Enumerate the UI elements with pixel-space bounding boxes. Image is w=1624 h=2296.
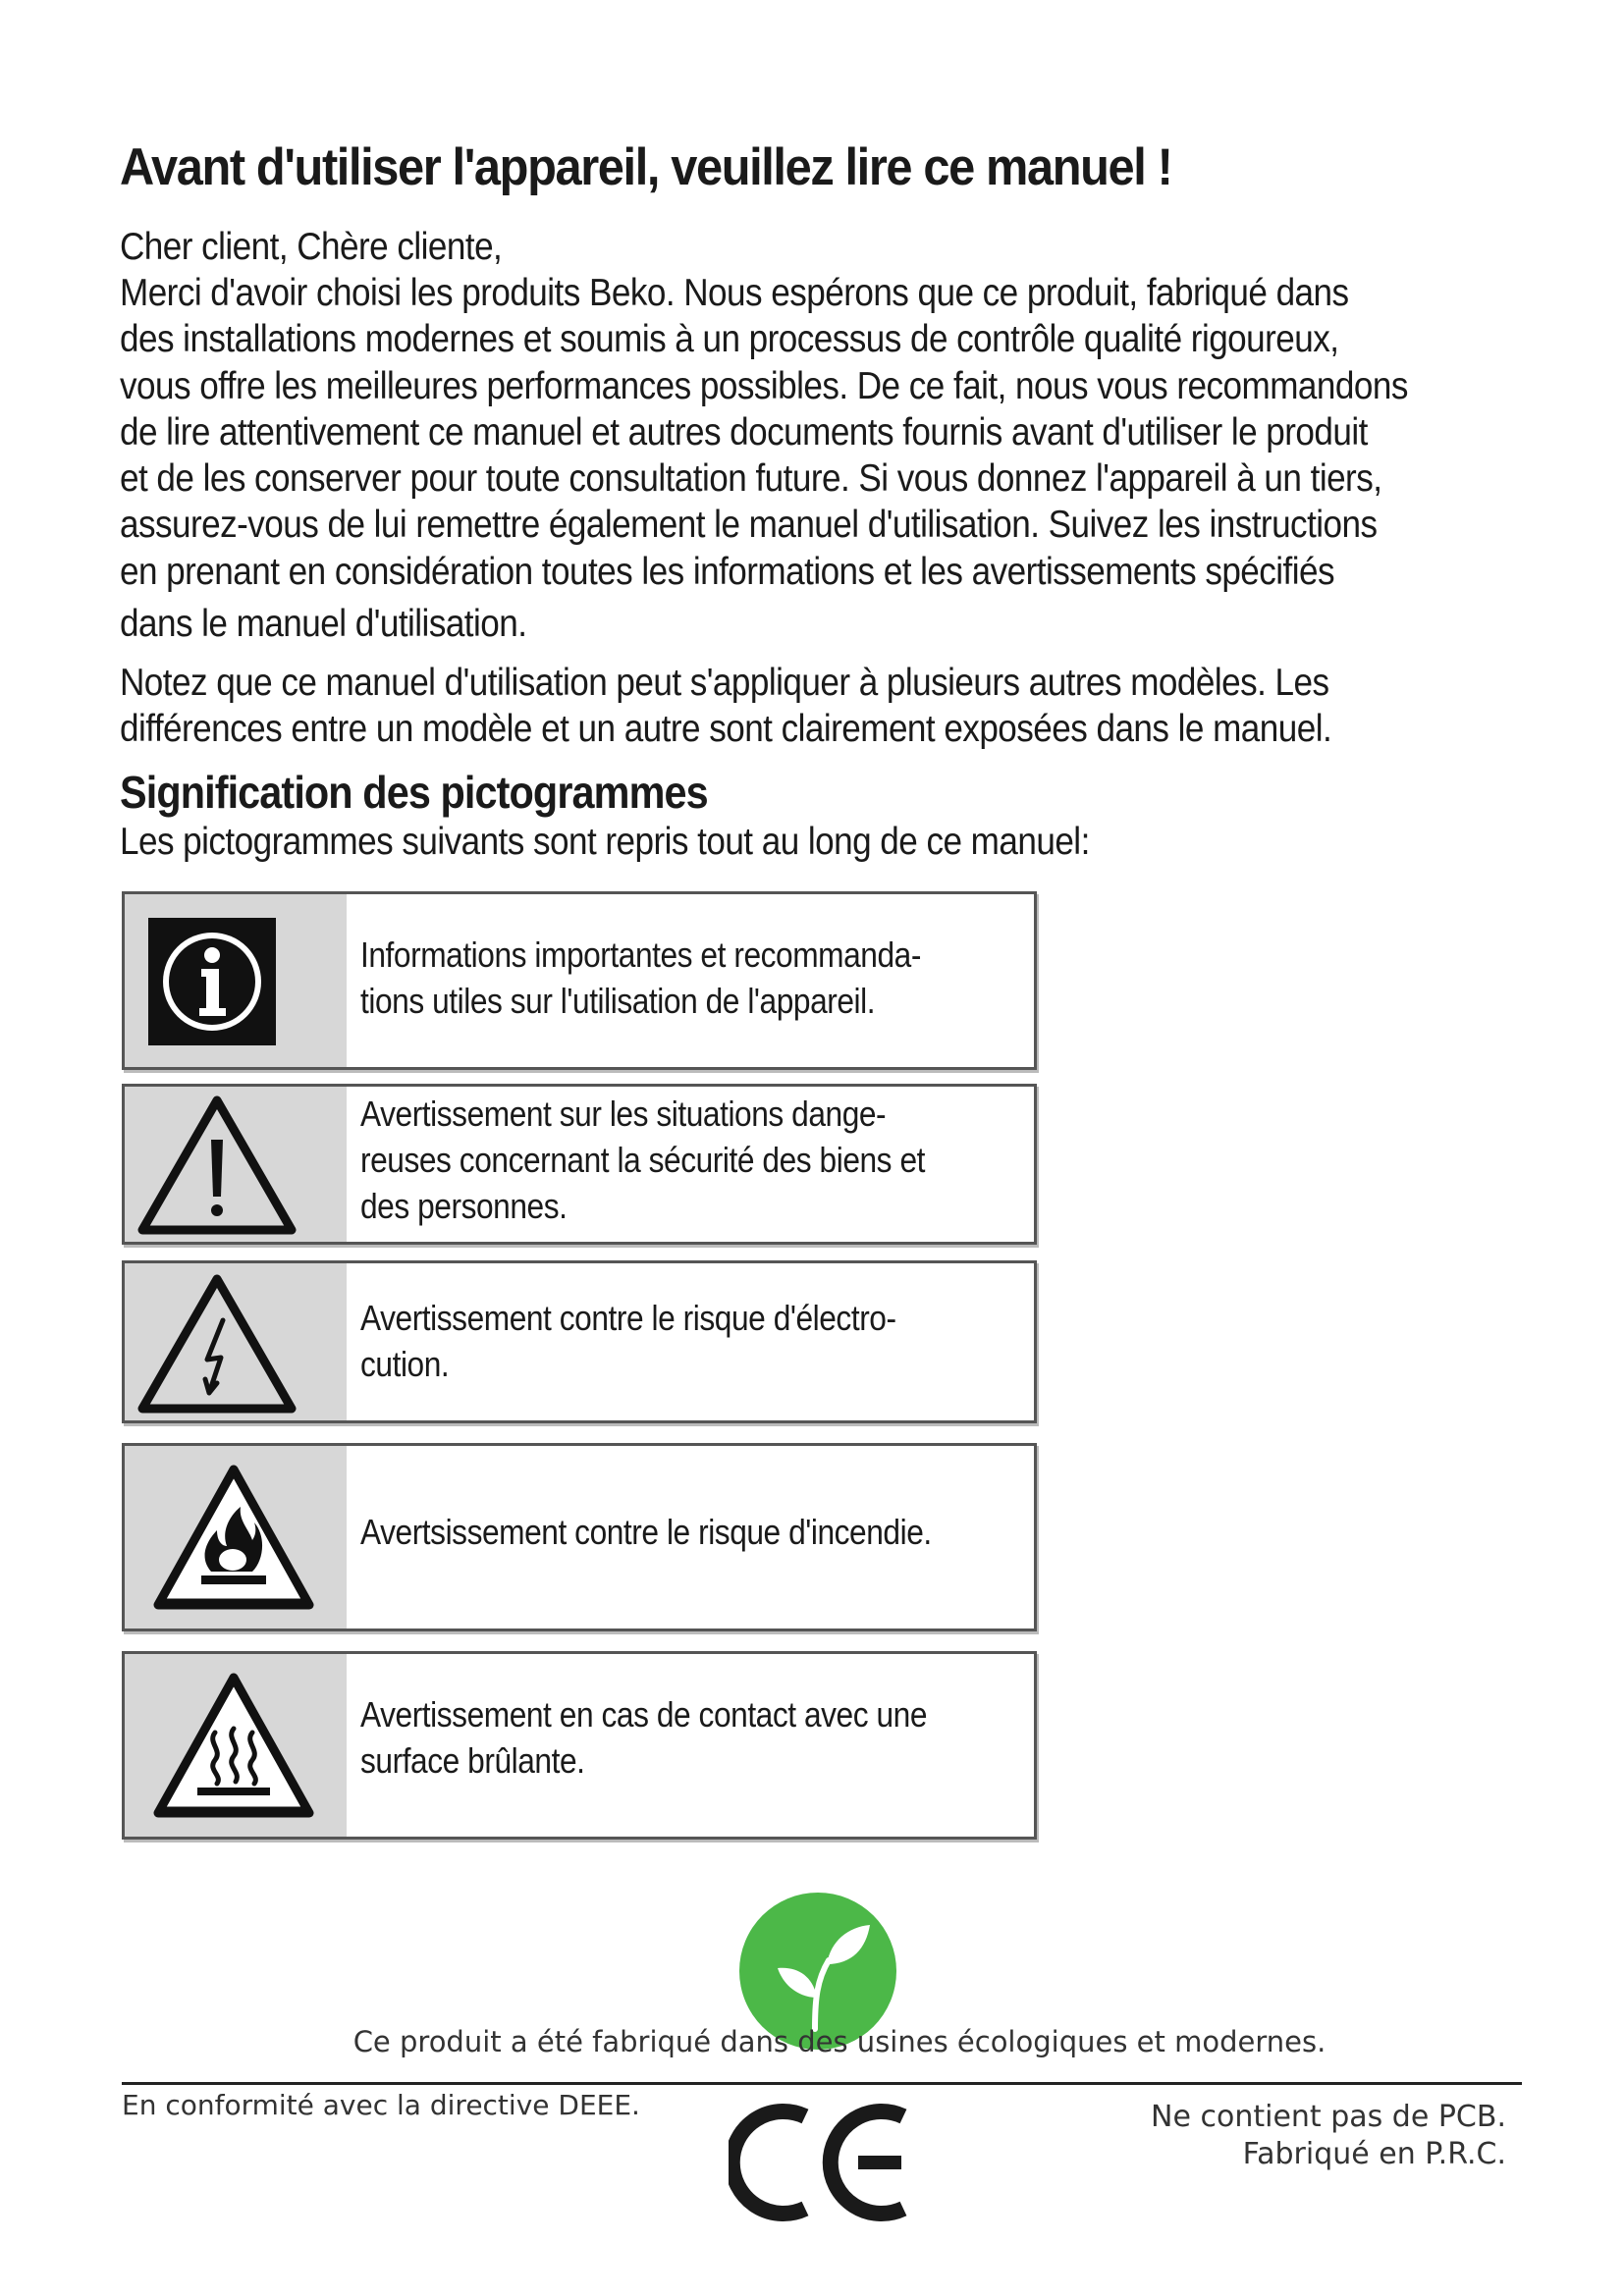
icon-panel [125,1263,347,1420]
pictogram-text-line: des personnes. [360,1186,568,1226]
note-line: Notez que ce manuel d'utilisation peut s'appliquer à plusieurs autres modèles. Les [120,662,1329,704]
pictogram-text [360,932,983,1024]
intro-line: et de les conserver pour toute consultation future. Si vous donnez l'appareil à un tiers, [120,457,1382,501]
pictogram-text-line: Informations importantes et recommanda- [360,934,921,975]
fire-icon [150,1462,317,1615]
pictogram-text [360,1295,983,1387]
pictogram-text [360,1691,983,1784]
ce-mark-icon [729,2099,915,2226]
eco-caption: Ce produit a été fabriqué dans des usines écologiques et modernes. [352,2025,1326,2058]
page-title: Avant d'utiliser l'appareil, veuillez lire ce manuel ! [120,138,1172,196]
note-paragraph [120,660,1516,753]
icon-panel [125,1654,347,1837]
pictogram-text-line: tions utiles sur l'utilisation de l'appareil. [360,981,876,1021]
pictogram-row-hot-surface [122,1651,1037,1840]
pictogram-row-info [122,891,1037,1070]
pictogram-text-line: Avertissement contre le risque d'électro- [360,1298,896,1338]
pictogram-text [360,1509,983,1555]
greeting: Cher client, Chère cliente, [120,226,503,268]
icon-panel [125,1087,347,1242]
pictogram-text-line: surface brûlante. [360,1740,585,1781]
footer-divider [122,2082,1522,2085]
pictogram-text [360,1091,983,1229]
pictogram-text-line: reuses concernant la sécurité des biens et [360,1140,925,1180]
pictogram-row-warning [122,1084,1037,1245]
pictogram-row-fire [122,1443,1037,1631]
intro-line: assurez-vous de lui remettre également le manuel d'utilisation. Suivez les instructions [120,504,1378,547]
intro-line: des installations modernes et soumis à un processus de contrôle qualité rigoureux, [120,318,1339,361]
intro-line: dans le manuel d'utilisation. [120,603,527,646]
info-icon [148,918,276,1045]
intro-line: vous offre les meilleures performances possibles. De ce fait, nous vous recommandons [120,364,1408,407]
pictogram-row-electric [122,1260,1037,1423]
intro-line: en prenant en considération toutes les informations et les avertissements spécifiés [120,550,1335,593]
electric-shock-icon [136,1271,298,1415]
note-line: différences entre un modèle et un autre sont clairement exposées dans le manuel. [120,708,1332,751]
made-in-text: Fabriqué en P.R.C. [1242,2137,1506,2171]
icon-panel [125,894,347,1067]
pictogram-text-line: cution. [360,1344,450,1384]
pictogram-text-line: Avertissement en cas de contact avec une [360,1694,928,1735]
deee-compliance: En conformité avec la directive DEEE. [122,2089,640,2121]
pcb-origin-info [1151,2099,1506,2173]
warning-icon [136,1093,298,1236]
hot-surface-icon [150,1670,317,1823]
icon-panel [125,1446,347,1629]
intro-paragraph [120,270,1516,647]
section-title: Signification des pictogrammes [120,767,708,818]
intro-line: Merci d'avoir choisi les produits Beko. Nous espérons que ce produit, fabriqué dans [120,272,1349,314]
pictogram-text-line: Avertissement sur les situations dange- [360,1094,887,1134]
pcb-text: Ne contient pas de PCB. [1151,2100,1506,2134]
section-intro: Les pictogrammes suivants sont repris tout au long de ce manuel: [120,821,1090,863]
pictogram-text-line: Avertsissement contre le risque d'incendie. [360,1512,932,1552]
intro-line: de lire attentivement ce manuel et autres documents fournis avant d'utiliser le produit [120,410,1368,454]
